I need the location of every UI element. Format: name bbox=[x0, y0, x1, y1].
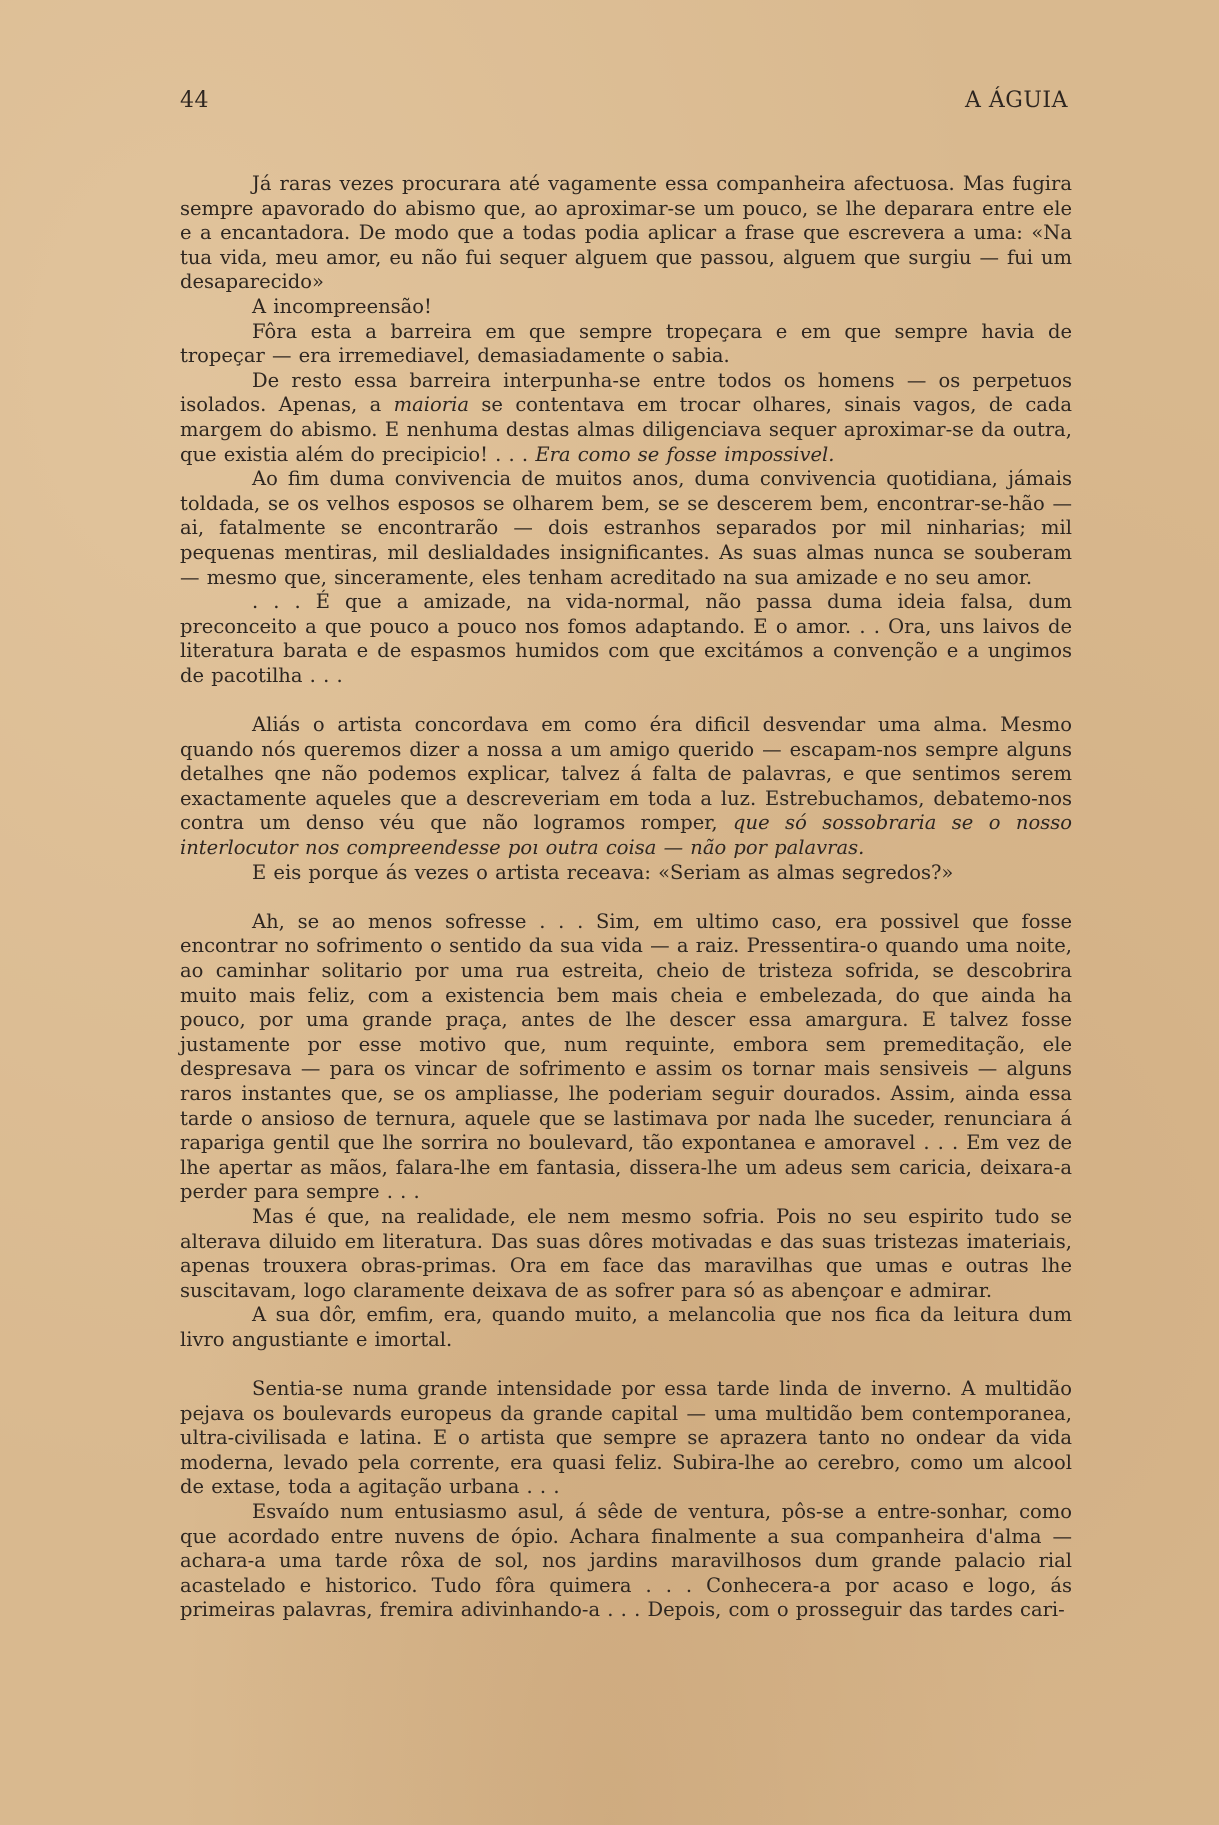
paragraph-text: E eis porque ás vezes o artista receava: «Seriam as almas segredos?» bbox=[252, 860, 954, 884]
paragraph-text: . . . É que a amizade, na vida-normal, não passa duma ideia falsa, dum preconceito a que pouco a pouco nos fomos adaptando. E o amor. . . Ora, uns laivos de literatura barata e de espasmos humidos com que excitámos a convenção e a ungimos de pacotilha . . . bbox=[180, 590, 1072, 687]
paragraph bbox=[180, 910, 1072, 1205]
paragraph-text: Mas é que, na realidade, ele nem mesmo sofria. Pois no seu espirito tudo se alterava diluido em literatura. Das suas dôres motivadas e das suas tristezas imateriais, apenas trouxera obras-primas. Ora em face das maravilhas que umas e outras lhe suscitavam, logo claramente deixava de as sofrer para só as abençoar e admirar. bbox=[180, 1204, 1072, 1302]
paragraph-text: Ah, se ao menos sofresse . . . Sim, em ultimo caso, era possivel que fosse encontrar no sofrimento o sentido da sua vida — a raiz. Pressentira-o quando uma noite, ao caminhar solitario por uma rua estreita, cheio de tristeza sofrida, se descobrira muito mais feliz, com a existencia bem mais cheia e embelezada, do que ainda ha pouco, por uma grande praça, antes de lhe descer essa amargura. E talvez fosse justamente por esse motivo que, num requinte, embora sem premeditação, ele despresava — para os vincar de sofrimento e assim os tornar mais sensiveis — alguns raros instantes que, se os ampliasse, lhe poderiam seguir dourados. Assim, ainda essa tarde o ansioso de ternura, aquele que se lastimava por nada lhe suceder, renunciara á rapariga gentil que lhe sorrira no boulevard, tão expontanea e amoravel . . . Em vez de lhe apertar as mãos, falara-lhe em fantasia, dissera-lhe um adeus sem caricia, deixara-a perder para sempre . . . bbox=[180, 909, 1072, 1204]
page-number: 44 bbox=[180, 88, 209, 113]
paragraph-text: Sentia-se numa grande intensidade por essa tarde linda de inverno. A multidão pejava os boulevards europeus da grande capital — uma multidão bem contemporanea, ultra-civilisada e latina. E o artista que sempre se aprazera tanto no ondear da vida moderna, levado pela corrente, era quasi feliz. Subira-lhe ao cerebro, como um alcool de extase, toda a agitação urbana . . . bbox=[180, 1377, 1072, 1499]
paragraph-text: Fôra esta a barreira em que sempre tropeçara e em que sempre havia de tropeçar — era irremediavel, demasiadamente o sabia. bbox=[180, 319, 1072, 368]
paragraph-text: Aliás o artista concordava em como éra dificil desvendar uma alma. Mesmo quando nós queremos dizer a nossa a um amigo querido — escapam-nos sempre alguns detalhes qne não podemos explicar, talvez á falta de palavras, e que sentimos serem exactamente aqueles que a descreveriam em toda a luz. Estrebuchamos, debatemo-nos contra um denso véu que não logramos romper, bbox=[180, 713, 1072, 835]
paragraph bbox=[180, 713, 1072, 861]
paragraph bbox=[180, 1205, 1072, 1303]
paragraph bbox=[180, 467, 1072, 590]
paragraph-text: Esvaído num entusiasmo asul, á sêde de ventura, pôs-se a entre-sonhar, como que acordado entre nuvens de ópio. Achara finalmente a sua companheira d'alma — achara-a uma tarde rôxa de sol, nos jardins maravilhosos dum grande palacio rial acastelado e historico. Tudo fôra quimera . . . Conhecera-a por acaso e logo, ás primeiras palavras, fremira adivinhando-a . . . Depois, com o prosseguir das tardes cari- bbox=[180, 1500, 1072, 1622]
text-body bbox=[180, 172, 1072, 1623]
paragraph-text: A incompreensão! bbox=[252, 294, 432, 318]
paragraph bbox=[180, 1500, 1072, 1623]
paragraph-text: De resto essa barreira interpunha-se entre todos os homens — os perpetuos isolados. Apenas, a bbox=[180, 368, 1072, 417]
italic-text: que só sossobraria se o nosso interlocutor nos compreendesse poı outra coisa — não por palavras. bbox=[180, 811, 1072, 860]
paragraph-text: Ao fim duma convivencia de muitos anos, duma convivencia quotidiana, jámais toldada, se os velhos esposos se olharem bem, se se descerem bem, encontrar-se-hão — ai, fatalmente se encontrarão — dois estranhos separados por mil ninharias; mil pequenas mentiras, mil deslialdades insignificantes. As suas almas nunca se souberam — mesmo que, sinceramente, eles tenham acreditado na sua amizade e no seu amor. bbox=[180, 467, 1072, 589]
paragraph-text: se contentava em trocar olhares, sinais vagos, de cada margem do abismo. E nenhuma destas almas diligenciava sequer aproximar-se da outra, que existia além do precipicio! . . . bbox=[180, 393, 1072, 466]
paragraph-text: Já raras vezes procurara até vagamente essa companheira afectuosa. Mas fugira sempre apavorado do abismo que, ao aproximar-se um pouco, se lhe deparara entre ele e a encantadora. De modo que a todas podia aplicar a frase que escrevera a uma: «Na tua vida, meu amor, eu não fui sequer alguem que passou, alguem que surgiu — fui um desaparecido» bbox=[180, 172, 1072, 294]
italic-text: maioria bbox=[393, 393, 469, 417]
running-title: A ÁGUIA bbox=[965, 88, 1068, 113]
paragraph bbox=[180, 1377, 1072, 1500]
italic-text: Era como se fosse impossivel. bbox=[535, 442, 835, 466]
paragraph bbox=[180, 1303, 1072, 1352]
paragraph bbox=[180, 295, 1072, 320]
paragraph bbox=[180, 590, 1072, 688]
paragraph bbox=[180, 369, 1072, 467]
paragraph-text: A sua dôr, emfim, era, quando muito, a melancolia que nos fica da leitura dum livro angustiante e imortal. bbox=[180, 1303, 1072, 1351]
paragraph bbox=[180, 861, 1072, 886]
paragraph bbox=[180, 172, 1072, 295]
paragraph bbox=[180, 320, 1072, 369]
page-header bbox=[180, 88, 1068, 122]
